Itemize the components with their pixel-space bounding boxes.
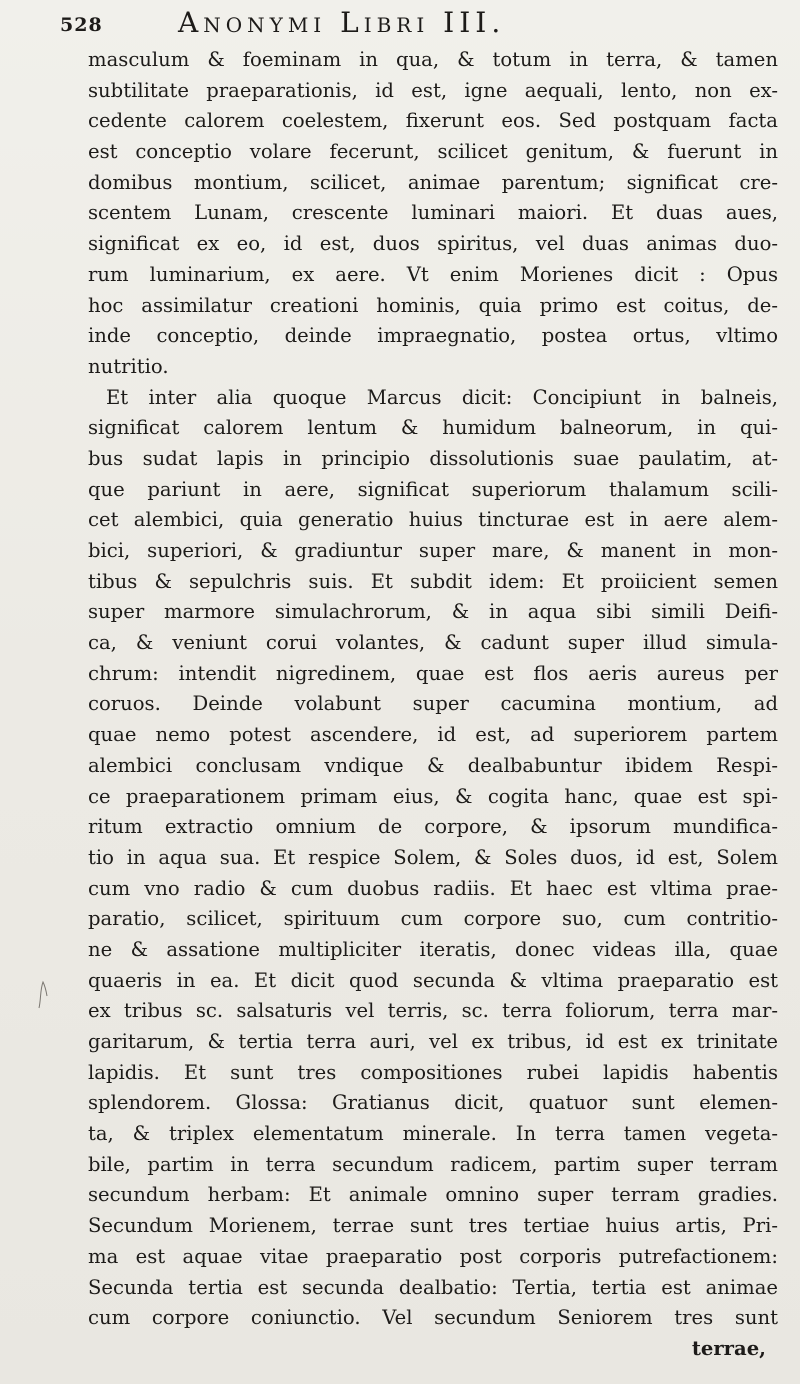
running-title: Anonymi Libri III. bbox=[178, 6, 506, 39]
paragraph-start-line: Et inter alia quoque Marcus dicit: Concipiunt in balneis, bbox=[106, 385, 778, 409]
text-line: chrum: intendit nigredinem, quae est flos aeris aureus per bbox=[88, 661, 778, 685]
text-line: masculum & foeminam in qua, & totum in terra, & tamen bbox=[88, 48, 778, 71]
text-line: ta, & triplex elementatum minerale. In terra tamen vegeta- bbox=[88, 1122, 778, 1146]
page-number: 528 bbox=[60, 14, 103, 36]
text-line: rum luminarium, ex aere. Vt enim Morienes dicit : Opus bbox=[88, 262, 778, 286]
text-line: scentem Lunam, crescente luminari maiori. Et duas aues, bbox=[88, 201, 778, 225]
text-line: bus sudat lapis in principio dissolutionis suae paulatim, at- bbox=[88, 446, 778, 470]
text-line: ma est aquae vitae praeparatio post corporis putrefactionem: bbox=[88, 1244, 778, 1268]
text-line: ex tribus sc. salsaturis vel terris, sc. terra foliorum, terra mar- bbox=[88, 999, 778, 1023]
text-line: super marmore simulachrorum, & in aqua sibi simili Deifi- bbox=[88, 600, 778, 624]
text-line: quae nemo potest ascendere, id est, ad superiorem partem bbox=[88, 723, 778, 747]
text-line: Secunda tertia est secunda dealbatio: Tertia, tertia est animae bbox=[88, 1275, 778, 1299]
text-line: significat ex eo, id est, duos spiritus, vel duas animas duo- bbox=[88, 232, 778, 256]
text-line: ritum extractio omnium de corpore, & ipsorum mundifica- bbox=[88, 815, 778, 839]
text-line: significat calorem lentum & humidum balneorum, in qui- bbox=[88, 416, 778, 440]
text-line: quaeris in ea. Et dicit quod secunda & vltima praeparatio est bbox=[88, 968, 778, 992]
text-line: inde conceptio, deinde impraegnatio, postea ortus, vltimo bbox=[88, 324, 778, 348]
text-line: est conceptio volare fecerunt, scilicet genitum, & fuerunt in bbox=[88, 140, 778, 164]
catchword: terrae, bbox=[691, 1336, 766, 1360]
text-line: lapidis. Et sunt tres compositiones rubei lapidis habentis bbox=[88, 1060, 778, 1084]
text-line: Secundum Morienem, terrae sunt tres tertiae huius artis, Pri- bbox=[88, 1214, 778, 1238]
text-line: garitarum, & tertia terra auri, vel ex tribus, id est ex trinitate bbox=[88, 1030, 778, 1053]
text-line: secundum herbam: Et animale omnino super terram gradies. bbox=[88, 1183, 778, 1207]
text-line: ne & assatione multipliciter iteratis, donec videas illa, quae bbox=[88, 937, 778, 961]
text-line: paratio, scilicet, spirituum cum corpore suo, cum contritio- bbox=[88, 907, 778, 931]
text-line: cum vno radio & cum duobus radiis. Et haec est vltima prae- bbox=[88, 876, 778, 900]
text-line: hoc assimilatur creationi hominis, quia primo est coitus, de- bbox=[88, 293, 778, 317]
text-line: splendorem. Glossa: Gratianus dicit, quatuor sunt elemen- bbox=[88, 1091, 778, 1115]
text-line: tio in aqua sua. Et respice Solem, & Soles duos, id est, Solem bbox=[88, 845, 778, 869]
margin-ink-mark bbox=[36, 978, 50, 1010]
text-line: cet alembici, quia generatio huius tincturae est in aere alem- bbox=[88, 508, 778, 532]
text-line: alembici conclusam vndique & dealbabuntur ibidem Respi- bbox=[88, 753, 778, 777]
text-line: cum corpore coniunctio. Vel secundum Seniorem tres sunt bbox=[88, 1306, 778, 1330]
text-line: coruos. Deinde volabunt super cacumina montium, ad bbox=[88, 692, 778, 716]
body-text bbox=[88, 45, 778, 1365]
text-line: tibus & sepulchris suis. Et subdit idem: Et proiicient semen bbox=[88, 569, 778, 593]
text-line: domibus montium, scilicet, animae parentum; significat cre- bbox=[88, 170, 778, 194]
text-line: bici, superiori, & gradiuntur super mare, & manent in mon- bbox=[88, 539, 778, 562]
text-line: que pariunt in aere, significat superiorum thalamum scili- bbox=[88, 477, 778, 501]
text-line: bile, partim in terra secundum radicem, partim super terram bbox=[88, 1152, 778, 1176]
text-line: nutritio. bbox=[88, 354, 169, 378]
text-line: ce praeparationem primam eius, & cogita hanc, quae est spi- bbox=[88, 784, 778, 808]
text-line: subtilitate praeparationis, id est, igne aequali, lento, non ex- bbox=[88, 78, 778, 102]
text-line: ca, & veniunt corui volantes, & cadunt super illud simula- bbox=[88, 631, 778, 655]
text-line: cedente calorem coelestem, fixerunt eos. Sed postquam facta bbox=[88, 109, 778, 133]
